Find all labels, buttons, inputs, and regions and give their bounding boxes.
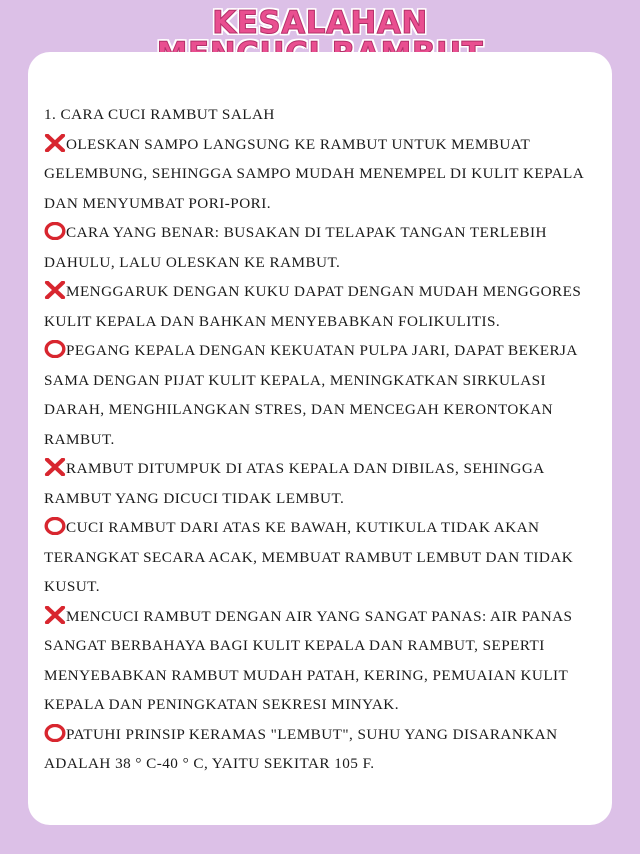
list-item <box>44 336 604 454</box>
item-text: RAMBUT DITUMPUK DI ATAS KEPALA DAN DIBILAS, SEHINGGA RAMBUT YANG DICUCI TIDAK LEMBUT. <box>44 460 544 507</box>
section-heading: 1. CARA CUCI RAMBUT SALAH <box>44 106 275 123</box>
cross-mark-icon <box>44 606 66 624</box>
content-text <box>44 100 604 779</box>
cross-mark-icon <box>44 281 66 299</box>
circle-mark-icon <box>44 222 66 240</box>
item-text: CUCI RAMBUT DARI ATAS KE BAWAH, KUTIKULA TIDAK AKAN TERANGKAT SECARA ACAK, MEMBUAT RAMBUT LEMBUT DAN TIDAK KUSUT. <box>44 519 574 595</box>
item-text: MENGGARUK DENGAN KUKU DAPAT DENGAN MUDAH MENGGORES KULIT KEPALA DAN BAHKAN MENYEBABKAN FOLIKULITIS. <box>44 283 582 330</box>
list-item <box>44 277 604 336</box>
list-item <box>44 130 604 219</box>
item-text: MENCUCI RAMBUT DENGAN AIR YANG SANGAT PANAS: AIR PANAS SANGAT BERBAHAYA BAGI KULIT KEPALA DAN RAMBUT, SEPERTI MENYEBABKAN RAMBUT MUDAH PATAH, KERING, PEMUAIAN KULIT KEPALA DAN PENINGKATAN SEKRESI MINYAK. <box>44 607 573 713</box>
item-text: PEGANG KEPALA DENGAN KEKUATAN PULPA JARI, DAPAT BEKERJA SAMA DENGAN PIJAT KULIT KEPALA, MENINGKATKAN SIRKULASI DARAH, MENGHILANGKAN STRES, DAN MENCEGAH KERONTOKAN RAMBUT. <box>44 342 577 448</box>
list-item <box>44 218 604 277</box>
list-item <box>44 720 604 779</box>
list-item <box>44 454 604 513</box>
title-line-1: KESALAHAN <box>212 5 428 41</box>
cross-mark-icon <box>44 134 66 152</box>
circle-mark-icon <box>44 340 66 358</box>
circle-mark-icon <box>44 724 66 742</box>
circle-mark-icon <box>44 517 66 535</box>
item-text: PATUHI PRINSIP KERAMAS "LEMBUT", SUHU YANG DISARANKAN ADALAH 38 ° C-40 ° C, YAITU SEKITAR 105 F. <box>44 725 558 772</box>
list-item <box>44 513 604 602</box>
item-text: CARA YANG BENAR: BUSAKAN DI TELAPAK TANGAN TERLEBIH DAHULU, LALU OLESKAN KE RAMBUT. <box>44 224 547 271</box>
cross-mark-icon <box>44 458 66 476</box>
item-text: OLESKAN SAMPO LANGSUNG KE RAMBUT UNTUK MEMBUAT GELEMBUNG, SEHINGGA SAMPO MUDAH MENEMPEL DI KULIT KEPALA DAN MENYUMBAT PORI-PORI. <box>44 135 584 212</box>
list-item <box>44 602 604 720</box>
